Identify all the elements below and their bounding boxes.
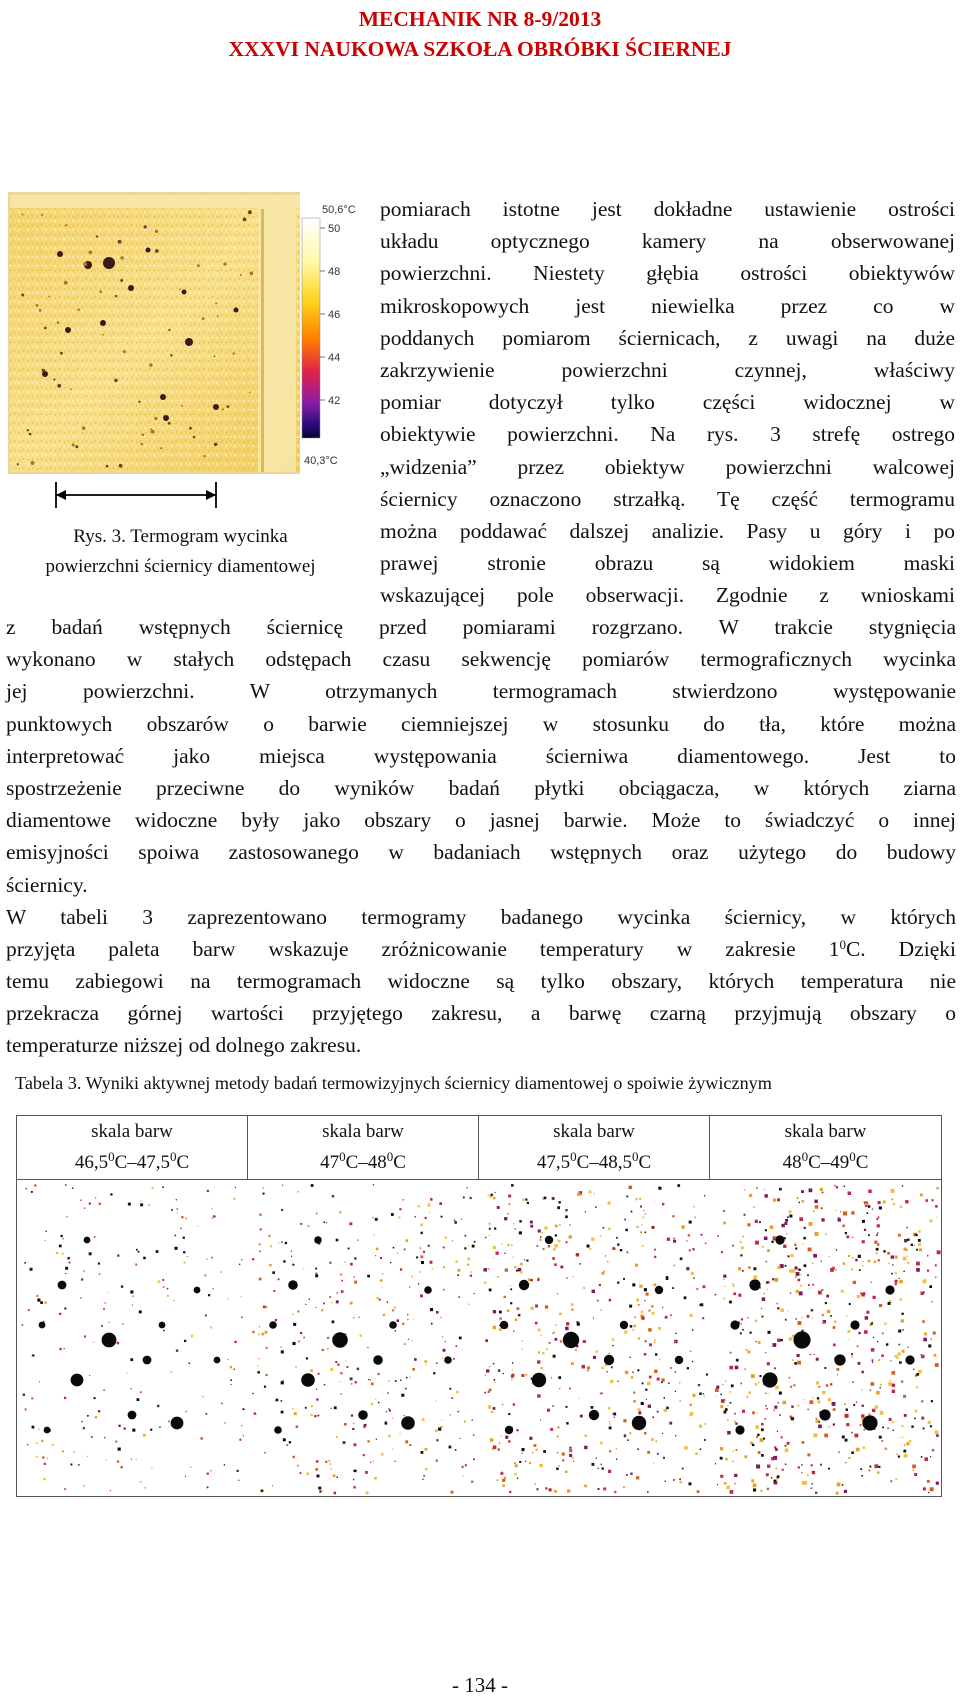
scale-tick-label: 44: [328, 352, 341, 364]
text-line: W tabeli 3 zaprezentowano termogramy badanego wycinka ściernicy, w których: [6, 904, 956, 929]
arrow-head-right: [206, 490, 216, 500]
table-header-cell: skala barw $48^0C-49^0C$: [710, 1116, 941, 1180]
table-header-cell: skala barw $47^0C-48^0C$: [248, 1116, 479, 1180]
text-line: wykonano w stałych odstępach czasu sekwencję pomiarów termograficznych wycinka: [6, 647, 956, 672]
arrow-head-left: [56, 490, 66, 500]
text-line: pomiarach istotne jest dokładne ustawienie ostrości: [380, 197, 955, 221]
thermogram-thumbnail: [248, 1180, 479, 1496]
scale-tick-label: 42: [328, 395, 341, 407]
caption-line-1: Rys. 3. Termogram wycinka: [73, 526, 288, 547]
text-line: przekracza górnej wartości przyjętego zakresu, a barwę czarną przyjmują obszary o: [6, 1001, 956, 1026]
text-line: z badań wstępnych ściernicę przed pomiarami rozgrzano. W trakcie stygnięcia: [6, 615, 956, 639]
text-line: diamentowe widoczne były jako obszary o jasnej barwie. Może to świadczyć o innej: [6, 808, 956, 833]
text-line: interpretować jako miejsca występowania ścierniwa diamentowego. Jest to: [6, 743, 956, 768]
text-line: emisyjności spoiwa zastosowanego w badaniach wstępnych oraz użytego do budowy: [6, 840, 956, 865]
journal-title: MECHANIK NR 8-9/2013: [358, 7, 602, 31]
figure-caption: [8, 522, 353, 582]
column-paragraph: [380, 193, 955, 611]
text-line: pomiar dotyczył tylko części widocznej w: [380, 390, 955, 415]
text-line: temperaturze niższej od dolnego zakresu.: [6, 1033, 362, 1058]
scale-max-label: 50,6°C: [322, 204, 356, 216]
body-paragraphs: [6, 611, 956, 1062]
text-line: jej powierzchni. W otrzymanych termogramach stwierdzono występowanie: [6, 679, 956, 704]
text-line: temu zabiegowi na termogramach widoczne są tylko obszary, których temperatura nie: [6, 969, 956, 994]
text-line: mikroskopowych jest niewielka przez co w: [380, 293, 955, 318]
caption-line-2: powierzchni ściernicy diamentowej: [45, 556, 316, 577]
scale-tick-label: 50: [328, 223, 341, 235]
results-table: [16, 1115, 942, 1497]
text-line: spostrzeżenie przeciwne do wyników badań płytki obciągacza, w których ziarna: [6, 775, 956, 800]
text-line: układu optycznego kamery na obserwowanej: [380, 229, 955, 254]
text-line: prawej stronie obrazu są widokiem maski: [380, 551, 955, 576]
table-header-cell: skala barw 46,5$^0$C–47,5$^0$C: [17, 1116, 248, 1180]
thermogram-image: [8, 192, 378, 522]
text-line-with-superscript: przyjęta paleta barw wskazuje zróżnicowanie temperatury w zakresie $1^0C$. Dzięki: [6, 936, 956, 961]
text-line: wskazującej pole obserwacji. Zgodnie z wnioskami: [380, 583, 955, 608]
table-header-cell: skala barw 47,5$^0$C–48,5$^0$C: [479, 1116, 710, 1180]
conference-title: XXXVI NAUKOWA SZKOŁA OBRÓBKI ŚCIERNEJ: [228, 37, 732, 61]
text-line: „widzenia” przez obiektyw powierzchni walcowej: [380, 454, 955, 479]
table-caption: Tabela 3. Wyniki aktywnej metody badań termowizyjnych ściernicy diamentowej o spoiwie żywicznym: [15, 1073, 772, 1093]
journal-header: [0, 4, 960, 64]
text-line: zakrzywienie powierzchni czynnej, właściwy: [380, 357, 955, 382]
scale-min-label: 40,3°C: [304, 455, 338, 467]
text-line: ściernicy.: [6, 872, 88, 897]
text-line: poddanych pomiarom ściernicach, z uwagi na duże: [380, 325, 955, 350]
text-line: obiektywie powierzchni. Na rys. 3 strefę ostrego: [380, 422, 955, 447]
text-line: ściernicy oznaczono strzałką. Tę część termogramu: [380, 486, 955, 511]
thermogram-thumbnail: [17, 1180, 248, 1496]
page-number: - 134 -: [452, 1673, 508, 1697]
figure-3: [8, 192, 378, 576]
scale-tick-label: 48: [328, 266, 341, 278]
thermogram-thumbnail: [479, 1180, 710, 1496]
text-line: można poddawać dalszej analizie. Pasy u góry i po: [380, 518, 955, 543]
text-line: punktowych obszarów o barwie ciemniejszej w stosunku do tła, które można: [6, 711, 956, 736]
thermogram-thumbnail: [710, 1180, 941, 1496]
text-line: powierzchni. Niestety głębia ostrości obiektywów: [380, 261, 955, 286]
scale-tick-label: 46: [328, 309, 341, 321]
